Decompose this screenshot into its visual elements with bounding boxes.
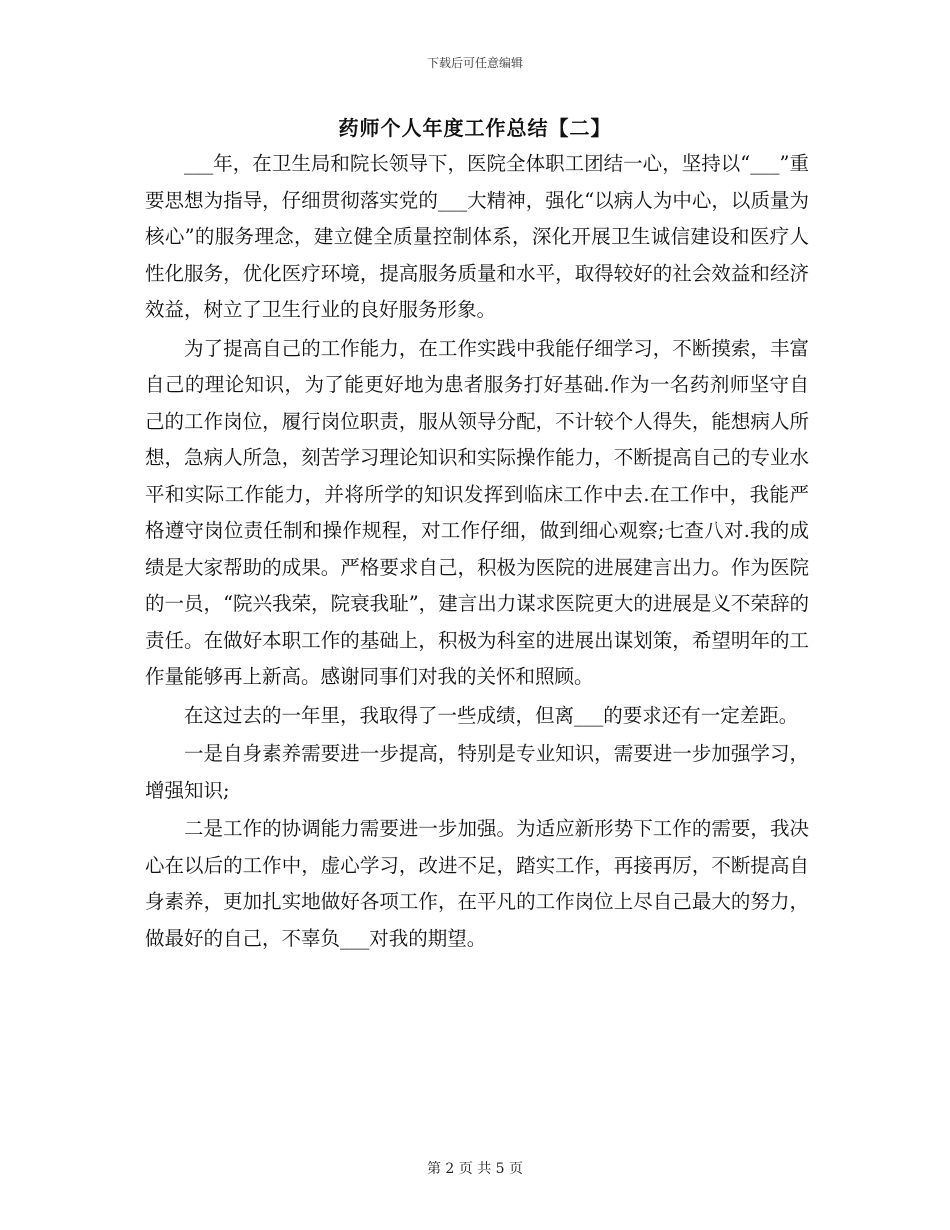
header-note: 下载后可任意编辑 (426, 56, 523, 70)
page-number: 第 2 页 共 5 页 (426, 1161, 524, 1177)
paragraph-point-one: 一是自身素养需要进一步提高，特别是专业知识，需要进一步加强学习，增强知识; (145, 742, 809, 802)
paragraph-intro: ___年，在卫生局和院长领导下，医院全体职工团结一心，坚持以“___”重要思想为指导，仔细贯彻落实党的___大精神，强化“以病人为中心，以质量为核心”的服务理念，建立健全质量控制体系，深化开展卫生诚信建设和医疗人性化服务，优化医疗环境，提高服务质量和水平，取得较好的社会效益和经济效益，树立了卫生行业的良好服务形象。 (145, 152, 809, 321)
document-body (145, 146, 809, 957)
document-title: 药师个人年度工作总结【二】 (338, 116, 612, 140)
paragraph-work-ability: 为了提高自己的工作能力，在工作实践中我能仔细学习，不断摸索，丰富自己的理论知识，为了能更好地为患者服务打好基础.作为一名药剂师坚守自己的工作岗位，履行岗位职责，服从领导分配，不计较个人得失，能想病人所想，急病人所急，刻苦学习理论知识和实际操作能力，不断提高自己的专业水平和实际工作能力，并将所学的知识发挥到临床工作中去.在工作中，我能严格遵守岗位责任制和操作规程，对工作仔细，做到细心观察;七查八对.我的成绩是大家帮助的成果。严格要求自己，积极为医院的进展建言出力。作为医院的一员，“院兴我荣，院衰我耻”，建言出力谋求医院更大的进展是义不荣辞的责任。在做好本职工作的基础上，积极为科室的进展出谋划策，希望明年的工作量能够再上新高。感谢同事们对我的关怀和照顾。 (145, 336, 809, 688)
paragraph-shortcomings: 在这过去的一年里，我取得了一些成绩，但离___的要求还有一定差距。 (184, 703, 799, 727)
paragraph-point-two: 二是工作的协调能力需要进一步加强。为适应新形势下工作的需要，我决心在以后的工作中，虚心学习，改进不足，踏实工作，再接再厉，不断提高自身素养，更加扎实地做好各项工作，在平凡的工作岗位上尽自己最大的努力，做最好的自己，不辜负___对我的期望。 (145, 817, 809, 950)
